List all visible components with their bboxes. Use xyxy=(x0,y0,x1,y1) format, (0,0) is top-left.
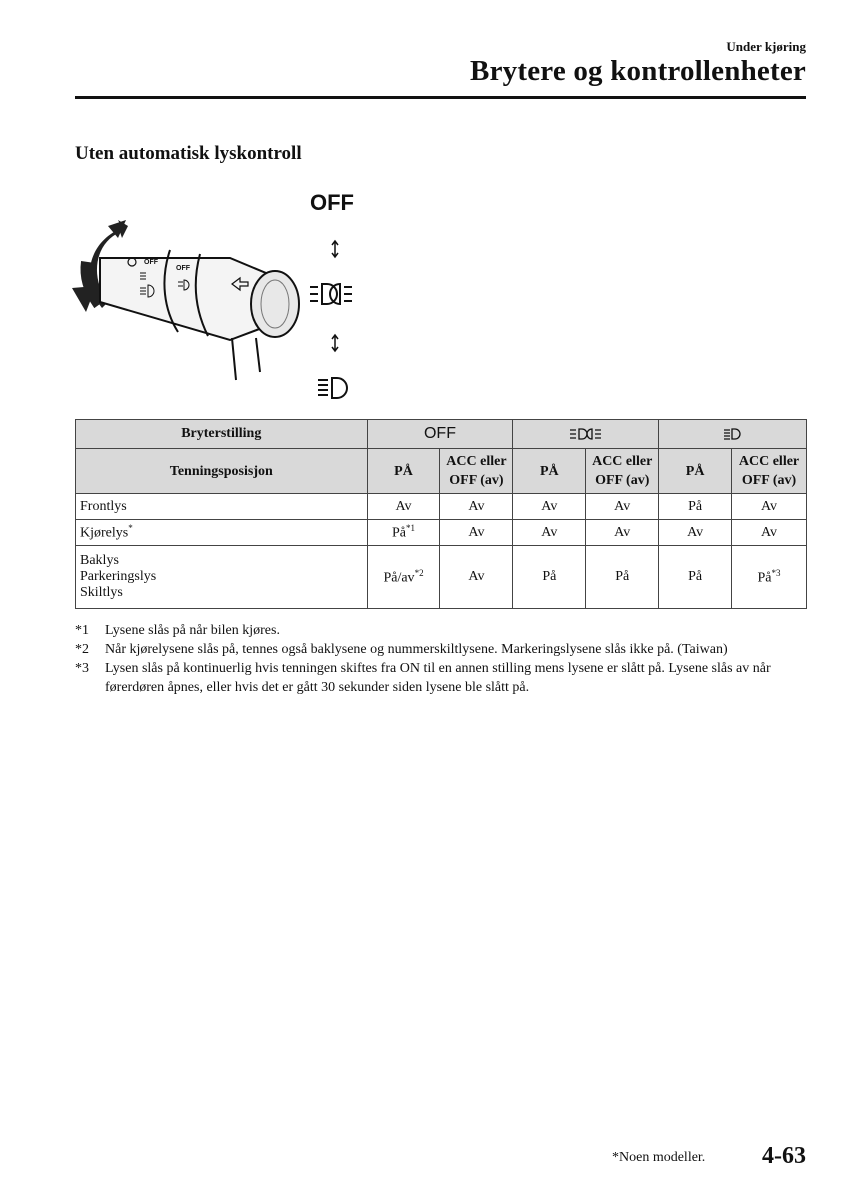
table-row: Kjørelys* $På^{*1}$ Av Av Av Av Av xyxy=(76,520,807,546)
table-row: Baklys Parkeringslys Skiltlys $På/av^{*2}$ Av På På På $På^{*3}$ xyxy=(76,546,807,609)
headlight-icon xyxy=(723,427,743,441)
header-section: Under kjøring xyxy=(726,39,806,54)
headlight-position-icon xyxy=(318,378,347,398)
page-number: 4-63 xyxy=(762,1143,806,1169)
header-col-off: OFF xyxy=(367,420,513,449)
stalk-end-cap xyxy=(251,271,299,337)
header-col-parking xyxy=(513,420,659,449)
header-on: PÅ xyxy=(513,449,586,494)
light-switch-table xyxy=(75,419,807,609)
header-rule xyxy=(75,96,806,99)
header-col-headlights xyxy=(659,420,807,449)
page-title: Brytere og kontrollenheter xyxy=(470,55,806,87)
up-down-arrow-icon xyxy=(332,241,338,257)
parking-lights-icon xyxy=(569,427,603,441)
header-acc: ACC eller OFF (av) xyxy=(732,449,807,494)
footnotes xyxy=(75,621,815,697)
off-position-label: OFF xyxy=(310,190,354,215)
footnote: *3 Lysen slås på kontinuerlig hvis tenningen skiftes fra ON til en annen stilling mens lysene er slått på. Lysene slås av når førerdøren åpnes, eller hvis det er gått 30 sekunder siden lysene ble slått på. xyxy=(75,661,771,695)
footnote: *1 Lysene slås på når bilen kjøres. xyxy=(75,623,280,638)
up-down-arrow-icon-2 xyxy=(332,335,338,351)
header-switch-position: Bryterstilling xyxy=(76,420,368,449)
stalk-off-label-2: OFF xyxy=(176,265,190,272)
parking-lights-position-icon xyxy=(310,284,352,304)
header-ignition-position: Tenningsposisjon xyxy=(76,449,368,494)
header-on: PÅ xyxy=(659,449,732,494)
stalk-off-label: OFF xyxy=(144,259,158,266)
header-on: PÅ xyxy=(367,449,440,494)
footer-note: *Noen modeller. xyxy=(612,1150,706,1165)
table-row: Frontlys Av Av Av Av På Av xyxy=(76,494,807,520)
footnote: *2 Når kjørelysene slås på, tennes også baklysene og nummerskiltlysene. Markeringslysene slås ikke på. (Taiwan) xyxy=(75,642,728,657)
header-acc: ACC eller OFF (av) xyxy=(586,449,659,494)
section-heading: Uten automatisk lyskontroll xyxy=(75,143,302,164)
header-acc: ACC eller OFF (av) xyxy=(440,449,513,494)
